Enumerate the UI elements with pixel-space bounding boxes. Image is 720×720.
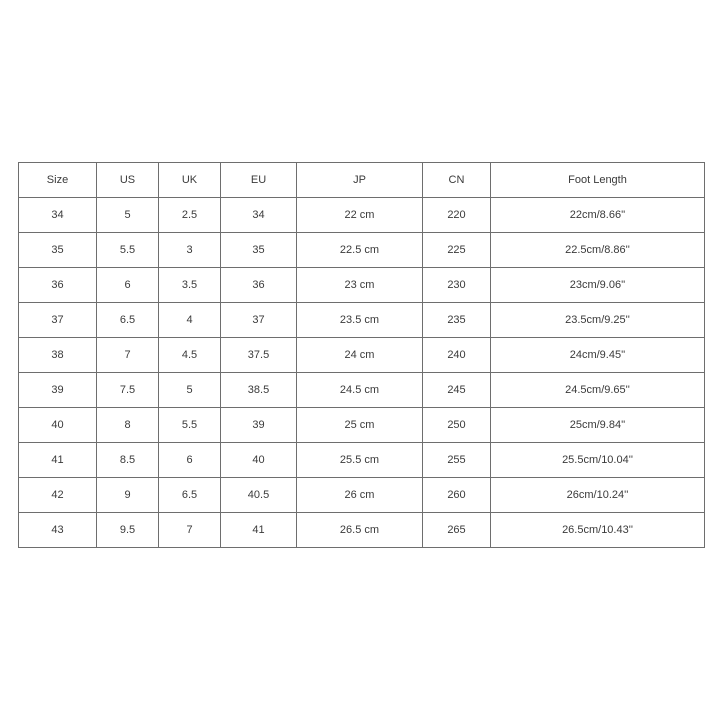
cell-uk: 6 [159, 443, 221, 478]
cell-size: 39 [19, 373, 97, 408]
cell-us: 6 [97, 268, 159, 303]
cell-us: 6.5 [97, 303, 159, 338]
cell-eu: 36 [221, 268, 297, 303]
cell-size: 34 [19, 198, 97, 233]
cell-size: 37 [19, 303, 97, 338]
cell-jp: 23.5 cm [297, 303, 423, 338]
cell-jp: 24 cm [297, 338, 423, 373]
cell-us: 7 [97, 338, 159, 373]
cell-us: 7.5 [97, 373, 159, 408]
size-chart-table [18, 162, 705, 548]
cell-uk: 4.5 [159, 338, 221, 373]
cell-jp: 24.5 cm [297, 373, 423, 408]
cell-eu: 35 [221, 233, 297, 268]
table-row [19, 373, 705, 408]
cell-eu: 38.5 [221, 373, 297, 408]
cell-size: 43 [19, 513, 97, 548]
cell-jp: 26 cm [297, 478, 423, 513]
table-row [19, 408, 705, 443]
cell-jp: 23 cm [297, 268, 423, 303]
cell-jp: 22.5 cm [297, 233, 423, 268]
cell-uk: 5.5 [159, 408, 221, 443]
cell-cn: 225 [423, 233, 491, 268]
column-header-cn: CN [423, 163, 491, 198]
cell-us: 5 [97, 198, 159, 233]
cell-us: 8.5 [97, 443, 159, 478]
cell-uk: 6.5 [159, 478, 221, 513]
cell-eu: 41 [221, 513, 297, 548]
cell-size: 40 [19, 408, 97, 443]
cell-eu: 40 [221, 443, 297, 478]
cell-cn: 235 [423, 303, 491, 338]
cell-cn: 250 [423, 408, 491, 443]
table-row [19, 478, 705, 513]
cell-size: 38 [19, 338, 97, 373]
cell-foot-length: 26cm/10.24'' [491, 478, 705, 513]
table-row [19, 233, 705, 268]
cell-uk: 7 [159, 513, 221, 548]
cell-size: 41 [19, 443, 97, 478]
cell-uk: 3 [159, 233, 221, 268]
cell-uk: 5 [159, 373, 221, 408]
cell-foot-length: 22.5cm/8.86'' [491, 233, 705, 268]
table-row [19, 268, 705, 303]
cell-eu: 34 [221, 198, 297, 233]
column-header-size: Size [19, 163, 97, 198]
column-header-jp: JP [297, 163, 423, 198]
cell-size: 42 [19, 478, 97, 513]
cell-foot-length: 24cm/9.45'' [491, 338, 705, 373]
cell-size: 35 [19, 233, 97, 268]
cell-uk: 4 [159, 303, 221, 338]
cell-cn: 260 [423, 478, 491, 513]
column-header-us: US [97, 163, 159, 198]
cell-eu: 39 [221, 408, 297, 443]
cell-foot-length: 22cm/8.66'' [491, 198, 705, 233]
table-row [19, 443, 705, 478]
cell-us: 5.5 [97, 233, 159, 268]
cell-uk: 2.5 [159, 198, 221, 233]
cell-eu: 37.5 [221, 338, 297, 373]
cell-us: 9.5 [97, 513, 159, 548]
cell-us: 8 [97, 408, 159, 443]
table-row [19, 198, 705, 233]
cell-cn: 240 [423, 338, 491, 373]
column-header-eu: EU [221, 163, 297, 198]
cell-jp: 25.5 cm [297, 443, 423, 478]
cell-cn: 265 [423, 513, 491, 548]
cell-size: 36 [19, 268, 97, 303]
cell-cn: 255 [423, 443, 491, 478]
header-row [19, 163, 705, 198]
cell-jp: 25 cm [297, 408, 423, 443]
cell-foot-length: 25cm/9.84'' [491, 408, 705, 443]
cell-cn: 220 [423, 198, 491, 233]
table-header [19, 163, 705, 198]
cell-eu: 40.5 [221, 478, 297, 513]
cell-cn: 245 [423, 373, 491, 408]
cell-us: 9 [97, 478, 159, 513]
cell-foot-length: 23.5cm/9.25'' [491, 303, 705, 338]
column-header-foot-length: Foot Length [491, 163, 705, 198]
cell-foot-length: 24.5cm/9.65'' [491, 373, 705, 408]
cell-foot-length: 23cm/9.06'' [491, 268, 705, 303]
table-row [19, 513, 705, 548]
cell-jp: 26.5 cm [297, 513, 423, 548]
cell-cn: 230 [423, 268, 491, 303]
cell-uk: 3.5 [159, 268, 221, 303]
column-header-uk: UK [159, 163, 221, 198]
cell-eu: 37 [221, 303, 297, 338]
table-row [19, 338, 705, 373]
table-body [19, 198, 705, 548]
cell-foot-length: 26.5cm/10.43'' [491, 513, 705, 548]
cell-foot-length: 25.5cm/10.04'' [491, 443, 705, 478]
table-row [19, 303, 705, 338]
cell-jp: 22 cm [297, 198, 423, 233]
